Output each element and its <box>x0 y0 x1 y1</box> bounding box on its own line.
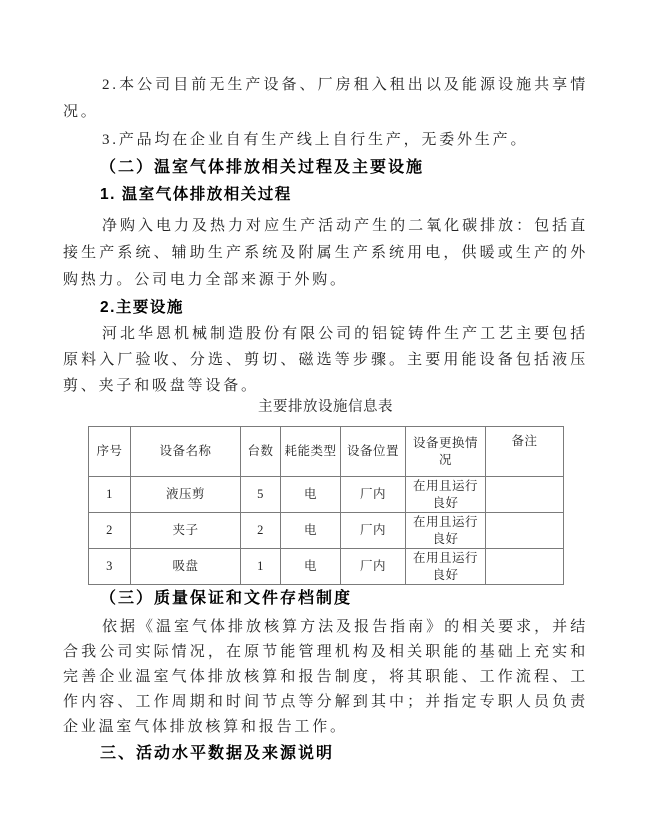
table-cell: 液压剪 <box>131 477 241 513</box>
paragraph-own-production: 3.产品均在企业自有生产线上自行生产，无委外生产。 <box>102 132 529 148</box>
table-header-cell-location: 设备位置 <box>341 427 406 477</box>
table-header-cell-replacement-status: 设备更换情况 <box>406 427 486 477</box>
table-header-cell-energy-type: 耗能类型 <box>281 427 341 477</box>
table-cell: 夹子 <box>131 513 241 549</box>
heading-section-activity-data: 三、活动水平数据及来源说明 <box>100 745 335 762</box>
table-header-cell-remark: 备注 <box>486 427 564 477</box>
table-header-cell-equipment-name: 设备名称 <box>131 427 241 477</box>
table-row <box>89 513 564 549</box>
table-cell: 电 <box>281 513 341 549</box>
paragraph-equipment-rental: 2.本公司目前无生产设备、厂房租入租出以及能源设施共享情况。 <box>63 77 588 120</box>
table-cell: 电 <box>281 477 341 513</box>
table-header-row <box>89 427 564 477</box>
paragraph-facilities-description: 河北华恩机械制造股份有限公司的铝锭铸件生产工艺主要包括原料入厂验收、分选、剪切、磁选等步骤。主要用能设备包括液压剪、夹子和吸盘等设备。 <box>63 326 588 394</box>
table-cell: 在用且运行良好 <box>406 513 486 549</box>
table-row <box>89 477 564 513</box>
heading-section-3: （三）质量保证和文件存档制度 <box>100 590 353 607</box>
table-row <box>89 549 564 585</box>
heading-main-facilities: 2.主要设施 <box>100 299 184 316</box>
table-cell <box>486 477 564 513</box>
table-cell: 5 <box>241 477 281 513</box>
table-cell: 厂内 <box>341 477 406 513</box>
table-header-cell-index: 序号 <box>89 427 131 477</box>
table-cell: 2 <box>241 513 281 549</box>
table-cell: 在用且运行良好 <box>406 549 486 585</box>
table-cell: 厂内 <box>341 549 406 585</box>
paragraph-quality-assurance: 依据《温室气体排放核算方法及报告指南》的相关要求，并结合我公司实际情况，在原节能管理机构及相关职能的基础上充实和完善企业温室气体排放核算和报告制度，将其职能、工作流程、工作内容、工作周期和时间节点等分解到其中；并指定专职人员负责企业温室气体排放核算和报告工作。 <box>63 619 588 735</box>
table-cell: 厂内 <box>341 513 406 549</box>
table-cell: 3 <box>89 549 131 585</box>
facility-table <box>88 426 564 585</box>
heading-ghg-process: 1. 温室气体排放相关过程 <box>100 186 292 203</box>
table-cell: 1 <box>241 549 281 585</box>
paragraph-ghg-process: 净购入电力及热力对应生产活动产生的二氧化碳排放：包括直接生产系统、辅助生产系统及附属生产系统用电，供暖或生产的外购热力。公司电力全部来源于外购。 <box>63 218 588 288</box>
table-title: 主要排放设施信息表 <box>258 399 393 415</box>
table-cell: 2 <box>89 513 131 549</box>
table-cell: 1 <box>89 477 131 513</box>
table-cell: 吸盘 <box>131 549 241 585</box>
table-header-cell-unit-count: 台数 <box>241 427 281 477</box>
table-cell: 在用且运行良好 <box>406 477 486 513</box>
heading-section-2: （二）温室气体排放相关过程及主要设施 <box>100 159 425 176</box>
table-cell <box>486 513 564 549</box>
table-cell: 电 <box>281 549 341 585</box>
table-cell <box>486 549 564 585</box>
